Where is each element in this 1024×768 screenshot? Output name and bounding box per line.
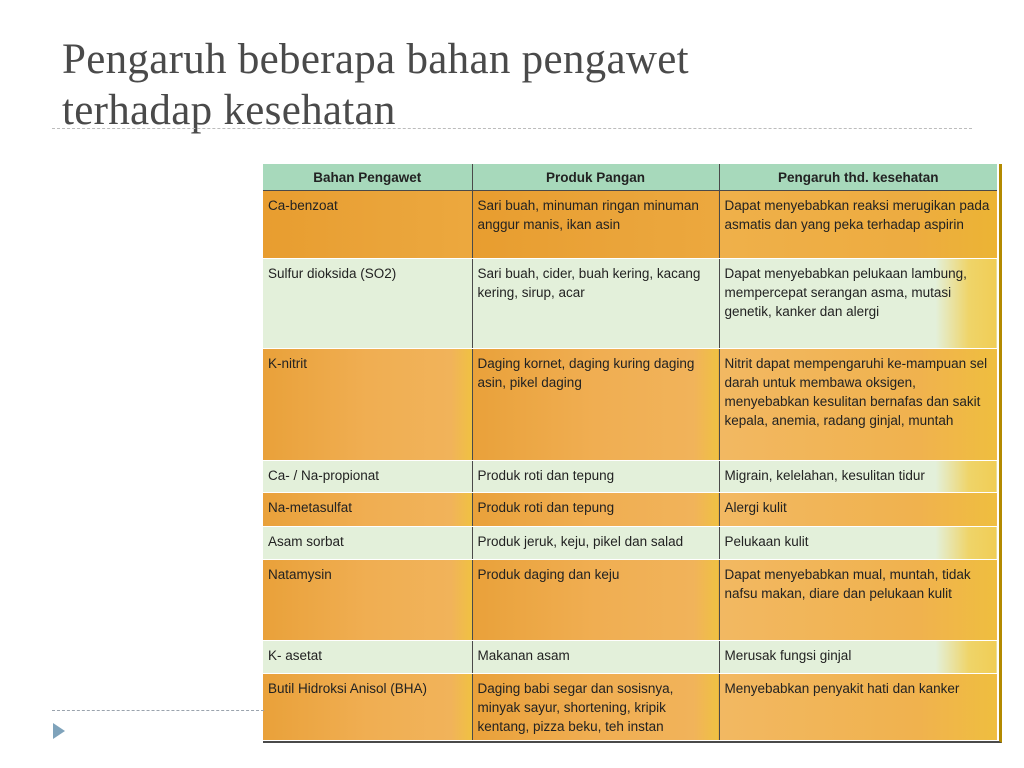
cell-pengaruh-kesehatan: Migrain, kelelahan, kesulitan tidur (719, 461, 997, 493)
cell-pengaruh-kesehatan: Alergi kulit (719, 493, 997, 527)
table-header-row (263, 164, 997, 191)
cell-bahan-pengawet: K-nitrit (263, 349, 472, 461)
table-header (263, 164, 997, 191)
header-produk-pangan: Produk Pangan (472, 164, 719, 191)
cell-produk-pangan: Sari buah, cider, buah kering, kacang kering, sirup, acar (472, 259, 719, 349)
cell-pengaruh-kesehatan: Pelukaan kulit (719, 527, 997, 560)
table-row (263, 560, 997, 641)
table-row (263, 259, 997, 349)
preservatives-table-container (263, 164, 1002, 743)
cell-produk-pangan: Makanan asam (472, 641, 719, 674)
table-body (263, 191, 997, 741)
cell-pengaruh-kesehatan: Dapat menyebabkan reaksi merugikan pada asmatis dan yang peka terhadap aspirin (719, 191, 997, 259)
slide-bullet-arrow-icon (53, 723, 65, 739)
cell-produk-pangan: Produk daging dan keju (472, 560, 719, 641)
cell-produk-pangan: Sari buah, minuman ringan minuman anggur manis, ikan asin (472, 191, 719, 259)
cell-produk-pangan: Daging kornet, daging kuring daging asin, pikel daging (472, 349, 719, 461)
table-row (263, 191, 997, 259)
cell-pengaruh-kesehatan: Dapat menyebabkan pelukaan lambung, mempercepat serangan asma, mutasi genetik, kanker dan alergi (719, 259, 997, 349)
table-row (263, 674, 997, 741)
cell-bahan-pengawet: Butil Hidroksi Anisol (BHA) (263, 674, 472, 741)
table-row (263, 461, 997, 493)
cell-produk-pangan: Produk roti dan tepung (472, 461, 719, 493)
slide-title (62, 34, 962, 136)
cell-pengaruh-kesehatan: Merusak fungsi ginjal (719, 641, 997, 674)
cell-pengaruh-kesehatan: Nitrit dapat mempengaruhi ke-mampuan sel darah untuk membawa oksigen, menyebabkan kesulitan bernafas dan sakit kepala, anemia, radang ginjal, muntah (719, 349, 997, 461)
cell-bahan-pengawet: Na-metasulfat (263, 493, 472, 527)
cell-produk-pangan: Daging babi segar dan sosisnya, minyak sayur, shortening, kripik kentang, pizza beku, teh instan (472, 674, 719, 741)
cell-pengaruh-kesehatan: Menyebabkan penyakit hati dan kanker (719, 674, 997, 741)
table-row (263, 349, 997, 461)
header-pengaruh-kesehatan: Pengaruh thd. kesehatan (719, 164, 997, 191)
table-row (263, 641, 997, 674)
cell-bahan-pengawet: Asam sorbat (263, 527, 472, 560)
cell-pengaruh-kesehatan: Dapat menyebabkan mual, muntah, tidak nafsu makan, diare dan pelukaan kulit (719, 560, 997, 641)
cell-bahan-pengawet: Natamysin (263, 560, 472, 641)
header-bahan-pengawet: Bahan Pengawet (263, 164, 472, 191)
table-row (263, 527, 997, 560)
slide-title-line-1: Pengaruh beberapa bahan pengawet (62, 36, 689, 83)
cell-bahan-pengawet: Ca-benzoat (263, 191, 472, 259)
cell-produk-pangan: Produk roti dan tepung (472, 493, 719, 527)
cell-bahan-pengawet: Ca- / Na-propionat (263, 461, 472, 493)
preservatives-table (263, 164, 997, 741)
cell-bahan-pengawet: K- asetat (263, 641, 472, 674)
footer-divider (52, 710, 264, 711)
slide-title-line-2: terhadap kesehatan (62, 87, 396, 134)
table-row (263, 493, 997, 527)
cell-produk-pangan: Produk jeruk, keju, pikel dan salad (472, 527, 719, 560)
title-divider (52, 128, 972, 129)
cell-bahan-pengawet: Sulfur dioksida (SO2) (263, 259, 472, 349)
